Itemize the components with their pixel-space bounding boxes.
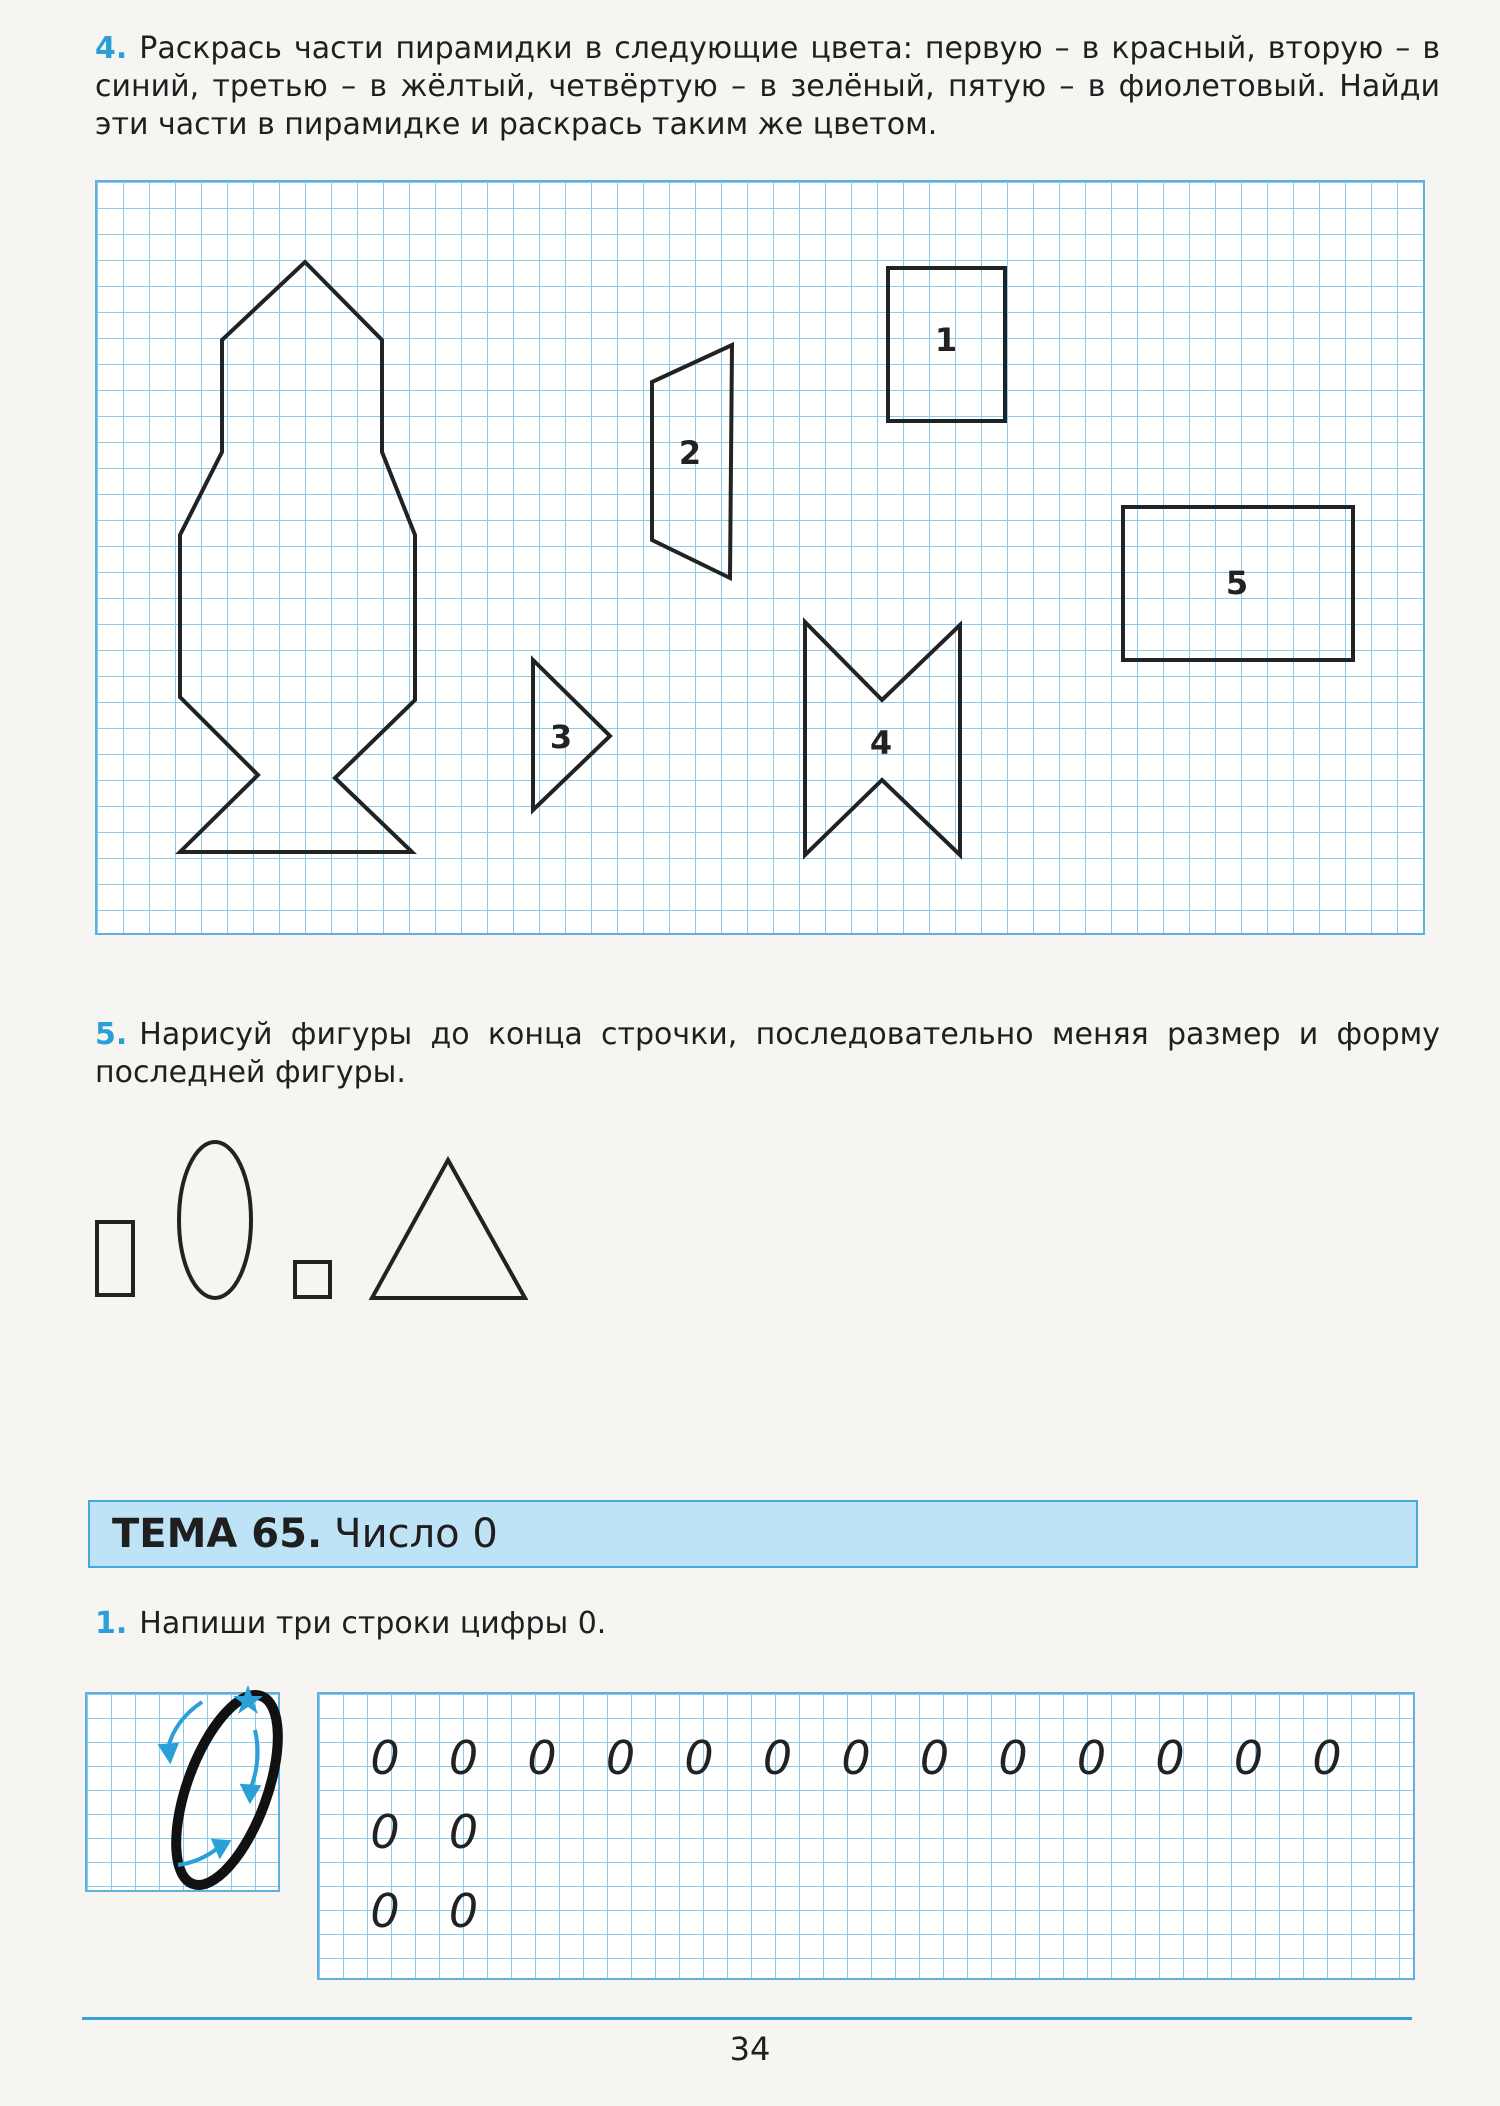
task-number: 4. — [95, 31, 128, 66]
footer-rule — [82, 2017, 1412, 2020]
practice-zero-row1: 0 — [841, 1731, 871, 1785]
practice-zero-row1: 0 — [1155, 1731, 1185, 1785]
practice-zero-row1: 0 — [1076, 1731, 1107, 1785]
part-2-label: 2 — [678, 434, 702, 472]
practice-zero-row3: 0 — [448, 1884, 479, 1938]
topic-label: ТЕМА 65. — [112, 1511, 323, 1557]
practice-zero-row1: 0 — [527, 1731, 557, 1785]
page-number: 34 — [729, 2030, 771, 2068]
practice-zero-row1: 0 — [762, 1731, 793, 1785]
practice-zero-row1: 0 — [1233, 1731, 1264, 1785]
practice-zero-row1: 0 — [919, 1731, 950, 1785]
task-text: Нарисуй фигуры до конца строчки, последовательно меняя размер и форму последней фигуры. — [95, 1017, 1440, 1090]
practice-zero-row1: 0 — [684, 1731, 714, 1785]
practice-zero-row2: 0 — [370, 1805, 400, 1859]
part-5-label: 5 — [1225, 564, 1249, 602]
task-number: 5. — [95, 1017, 128, 1052]
topic-title: Число 0 — [334, 1511, 498, 1557]
practice-zero-row1: 0 — [605, 1731, 636, 1785]
practice-zero-row1: 0 — [448, 1731, 479, 1785]
task-text: Напиши три строки цифры 0. — [139, 1606, 607, 1641]
practice-zero-row1: 0 — [998, 1731, 1028, 1785]
part-4-label: 4 — [869, 724, 893, 762]
practice-zero-row1: 0 — [1312, 1731, 1342, 1785]
practice-zero-row3: 0 — [370, 1884, 400, 1938]
task-text: Раскрась части пирамидки в следующие цвета: первую – в красный, вторую – в синий, третью – в жёлтый, четвёртую – в зелёный, пятую – в фиолетовый. Найди эти части в пирамидке и раскрась таким же цветом. — [95, 31, 1440, 142]
task-number: 1. — [95, 1606, 128, 1641]
part-1-label: 1 — [934, 321, 958, 359]
practice-zero-row1: 0 — [370, 1731, 400, 1785]
star-start-point-icon — [233, 1685, 263, 1714]
practice-zero-row2: 0 — [448, 1805, 479, 1859]
part-3-label: 3 — [549, 718, 573, 756]
